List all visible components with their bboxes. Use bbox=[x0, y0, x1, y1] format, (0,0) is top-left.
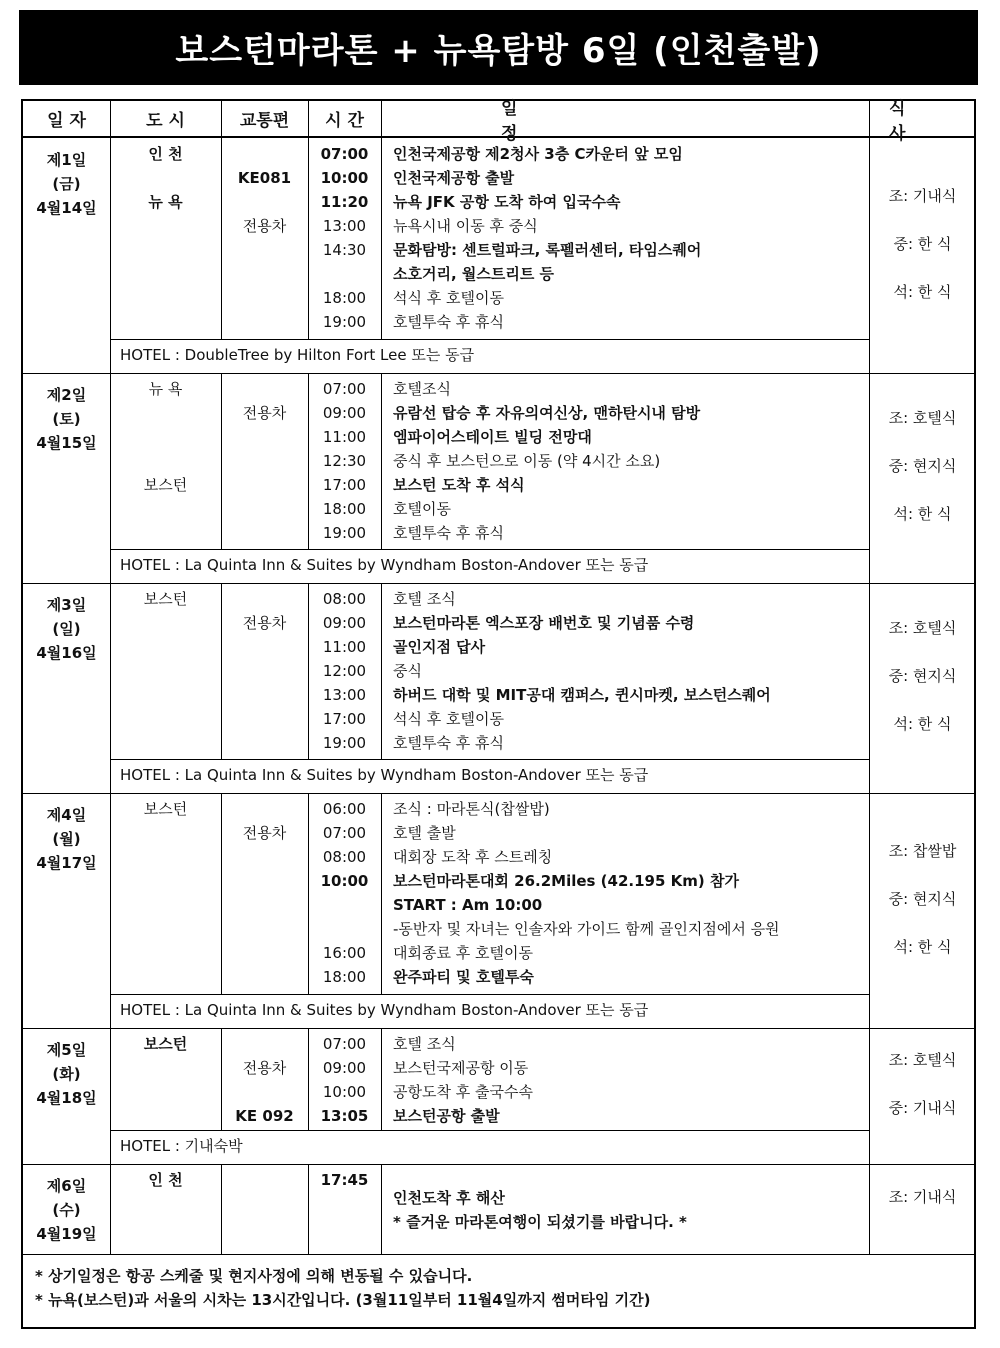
meal-item: 조: 찹쌀밥 bbox=[888, 842, 957, 860]
time-item: 07:00 bbox=[322, 1035, 367, 1053]
schedule-item: 중식 bbox=[393, 662, 422, 680]
city-cell bbox=[110, 142, 221, 214]
schedule-item: 호텔 조식 bbox=[393, 1035, 456, 1053]
day-separator bbox=[23, 1028, 976, 1029]
day-label-line: 4월15일 bbox=[36, 434, 97, 452]
note-line: * 상기일정은 항공 스케줄 및 현지사정에 의해 변동될 수 있습니다. bbox=[35, 1267, 473, 1285]
time-item: 13:05 bbox=[320, 1107, 369, 1125]
city-name: 인 천 bbox=[148, 145, 183, 163]
column-divider bbox=[381, 1028, 382, 1130]
day-label-line: 제3일 bbox=[46, 596, 87, 614]
time-cell bbox=[308, 142, 381, 334]
time-item: 07:00 bbox=[322, 380, 367, 398]
city-name: 보스턴 bbox=[143, 590, 188, 608]
header-divider bbox=[110, 101, 111, 138]
column-divider bbox=[381, 583, 382, 759]
schedule-item: 보스턴마라톤대회 26.2Miles (42.195 Km) 참가 bbox=[393, 872, 739, 890]
meal-item: 중: 현지식 bbox=[888, 457, 957, 475]
note-line: * 뉴욕(보스턴)과 서울의 시차는 13시간입니다. (3월11일부터 11월4일까지 썸머타임 기간) bbox=[35, 1291, 651, 1309]
day-label-line: (월) bbox=[52, 830, 81, 848]
meals-cell bbox=[869, 406, 976, 526]
transport-cell bbox=[221, 587, 308, 635]
schedule-item: 보스턴마라톤 엑스포장 배번호 및 기념품 수령 bbox=[393, 614, 695, 632]
meals-cell bbox=[869, 184, 976, 304]
schedule-cell bbox=[393, 1186, 873, 1234]
meal-item: 석: 한 식 bbox=[893, 505, 952, 523]
schedule-item: 인천도착 후 해산 bbox=[393, 1189, 505, 1207]
day-separator bbox=[23, 793, 976, 794]
meal-item: 조: 호텔식 bbox=[888, 619, 957, 637]
column-divider bbox=[381, 1164, 382, 1254]
schedule-cell bbox=[393, 587, 873, 755]
day-label-line: 제2일 bbox=[46, 386, 87, 404]
header-divider bbox=[869, 101, 870, 138]
time-item bbox=[308, 262, 381, 286]
schedule-item: 호텔투숙 후 휴식 bbox=[393, 524, 504, 542]
meals-cell bbox=[869, 1048, 976, 1120]
time-item: 19:00 bbox=[322, 734, 367, 752]
transport-item: 전용차 bbox=[242, 404, 287, 422]
day-separator bbox=[23, 583, 976, 584]
schedule-item: 뉴욕시내 이동 후 중식 bbox=[393, 217, 538, 235]
meal-item: 석: 한 식 bbox=[893, 283, 952, 301]
meal-item: 석: 한 식 bbox=[893, 715, 952, 733]
transport-item: 전용차 bbox=[242, 614, 287, 632]
schedule-item: 공항도착 후 출국수속 bbox=[393, 1083, 533, 1101]
day-label bbox=[23, 1174, 110, 1246]
transport-cell bbox=[221, 142, 308, 238]
meal-item: 조: 호텔식 bbox=[888, 1051, 957, 1069]
schedule-item: 완주파티 및 호텔투숙 bbox=[393, 968, 534, 986]
column-divider bbox=[381, 138, 382, 339]
day-label-line: (수) bbox=[52, 1201, 81, 1219]
transport-item: 전용차 bbox=[242, 824, 287, 842]
day-label bbox=[23, 148, 110, 220]
hotel-separator bbox=[110, 759, 869, 760]
schedule-item: 석식 후 호텔이동 bbox=[393, 710, 504, 728]
time-item: 19:00 bbox=[322, 313, 367, 331]
header-time: 시 간 bbox=[308, 101, 381, 138]
meal-item: 중: 현지식 bbox=[888, 667, 957, 685]
day-label-line: (토) bbox=[52, 410, 81, 428]
hotel-info: HOTEL : DoubleTree by Hilton Fort Lee 또는 동급 bbox=[120, 346, 475, 364]
schedule-item: 엠파이어스테이트 빌딩 전망대 bbox=[393, 428, 592, 446]
time-cell bbox=[308, 797, 381, 989]
time-item: 12:30 bbox=[322, 452, 367, 470]
page-title: 보스턴마라톤 + 뉴욕탐방 6일 (인천출발) bbox=[19, 10, 978, 85]
time-item: 17:00 bbox=[322, 710, 367, 728]
time-item: 08:00 bbox=[322, 848, 367, 866]
hotel-info: HOTEL : 기내숙박 bbox=[120, 1137, 243, 1155]
transport-cell bbox=[221, 377, 308, 425]
day-label-line: 제6일 bbox=[46, 1177, 87, 1195]
time-item: 10:00 bbox=[320, 169, 369, 187]
transport-item bbox=[221, 1080, 308, 1104]
day-label-line: (화) bbox=[52, 1065, 81, 1083]
notes-separator bbox=[23, 1254, 976, 1255]
header-city: 도 시 bbox=[110, 101, 221, 138]
time-item bbox=[308, 893, 381, 917]
column-divider bbox=[110, 583, 111, 793]
schedule-item: 보스턴국제공항 이동 bbox=[393, 1059, 529, 1077]
hotel-info: HOTEL : La Quinta Inn & Suites by Wyndham Boston-Andover 또는 동급 bbox=[120, 766, 649, 784]
header-divider bbox=[308, 101, 309, 138]
schedule-item: 하버드 대학 및 MIT공대 캠퍼스, 퀸시마켓, 보스턴스퀘어 bbox=[393, 686, 771, 704]
day-label-line: (일) bbox=[52, 620, 81, 638]
time-item: 18:00 bbox=[322, 289, 367, 307]
meal-item: 조: 기내식 bbox=[888, 1188, 957, 1206]
time-item: 06:00 bbox=[322, 800, 367, 818]
meal-item: 조: 기내식 bbox=[888, 187, 957, 205]
hotel-separator bbox=[110, 1130, 869, 1131]
schedule-cell bbox=[393, 377, 873, 545]
day-label-line: 제1일 bbox=[46, 151, 87, 169]
time-item: 18:00 bbox=[322, 500, 367, 518]
schedule-item: START : Am 10:00 bbox=[393, 896, 543, 914]
time-item: 17:45 bbox=[320, 1171, 369, 1189]
meals-cell bbox=[869, 1185, 976, 1209]
header-transport: 교통편 bbox=[221, 101, 308, 138]
schedule-item: 호텔이동 bbox=[393, 500, 451, 518]
schedule-item: 골인지점 답사 bbox=[393, 638, 486, 656]
schedule-item: 호텔투숙 후 휴식 bbox=[393, 313, 504, 331]
schedule-item: 조식 : 마라톤식(찹쌀밥) bbox=[393, 800, 550, 818]
time-item: 14:30 bbox=[322, 241, 367, 259]
header-divider bbox=[221, 101, 222, 138]
city-name bbox=[110, 449, 221, 473]
header-divider bbox=[381, 101, 382, 138]
schedule-item: 보스턴 도착 후 석식 bbox=[393, 476, 525, 494]
time-item: 07:00 bbox=[320, 145, 369, 163]
time-item: 11:20 bbox=[320, 193, 369, 211]
day-separator bbox=[23, 373, 976, 374]
day-label-line: 제5일 bbox=[46, 1041, 87, 1059]
hotel-separator bbox=[110, 994, 869, 995]
day-label bbox=[23, 1038, 110, 1110]
time-item bbox=[308, 917, 381, 941]
time-cell bbox=[308, 377, 381, 545]
transport-cell bbox=[221, 797, 308, 845]
schedule-item: 호텔투숙 후 휴식 bbox=[393, 734, 504, 752]
meal-item: 중: 현지식 bbox=[888, 890, 957, 908]
schedule-item: 호텔 출발 bbox=[393, 824, 456, 842]
day-label-line: 4월14일 bbox=[36, 199, 97, 217]
meals-cell bbox=[869, 616, 976, 736]
time-item: 13:00 bbox=[322, 686, 367, 704]
header-schedule: 일 정 bbox=[381, 101, 869, 138]
city-name: 뉴 욕 bbox=[148, 193, 183, 211]
time-item: 08:00 bbox=[322, 590, 367, 608]
day-label-line: 4월17일 bbox=[36, 854, 97, 872]
hotel-info: HOTEL : La Quinta Inn & Suites by Wyndham Boston-Andover 또는 동급 bbox=[120, 556, 649, 574]
schedule-item: 대회장 도착 후 스트레칭 bbox=[393, 848, 553, 866]
time-item: 10:00 bbox=[322, 1083, 367, 1101]
time-item: 09:00 bbox=[322, 1059, 367, 1077]
city-cell bbox=[110, 1168, 221, 1192]
hotel-separator bbox=[110, 549, 869, 550]
time-item: 09:00 bbox=[322, 404, 367, 422]
hotel-separator bbox=[110, 339, 869, 340]
time-item: 12:00 bbox=[322, 662, 367, 680]
schedule-cell bbox=[393, 1032, 873, 1128]
schedule-item: 호텔 조식 bbox=[393, 590, 456, 608]
column-divider bbox=[381, 793, 382, 994]
hotel-info: HOTEL : La Quinta Inn & Suites by Wyndham Boston-Andover 또는 동급 bbox=[120, 1001, 649, 1019]
time-item: 07:00 bbox=[322, 824, 367, 842]
schedule-item: 유람선 탑승 후 자유의여신상, 맨하탄시내 탐방 bbox=[393, 404, 701, 422]
transport-item bbox=[221, 190, 308, 214]
schedule-item: 뉴욕 JFK 공항 도착 하여 입국수속 bbox=[393, 193, 621, 211]
time-item: 17:00 bbox=[322, 476, 367, 494]
transport-item bbox=[221, 377, 308, 401]
transport-item bbox=[221, 142, 308, 166]
city-name bbox=[110, 401, 221, 425]
day-label bbox=[23, 383, 110, 455]
city-cell bbox=[110, 797, 221, 821]
schedule-cell bbox=[393, 797, 873, 989]
header-meals: 식 사 bbox=[869, 101, 976, 138]
city-cell bbox=[110, 377, 221, 497]
day-label-line: 4월18일 bbox=[36, 1089, 97, 1107]
day-separator bbox=[23, 1164, 976, 1165]
time-item: 10:00 bbox=[320, 872, 369, 890]
city-name: 보스턴 bbox=[143, 800, 188, 818]
day-label-line: 4월19일 bbox=[36, 1225, 97, 1243]
transport-item: 전용차 bbox=[242, 217, 287, 235]
meal-item: 조: 호텔식 bbox=[888, 409, 957, 427]
schedule-cell bbox=[393, 142, 873, 334]
itinerary-table bbox=[21, 99, 976, 1329]
day-label-line: (금) bbox=[52, 175, 81, 193]
time-cell bbox=[308, 1168, 381, 1192]
time-item: 13:00 bbox=[322, 217, 367, 235]
time-item: 09:00 bbox=[322, 614, 367, 632]
schedule-item: 보스턴공항 출발 bbox=[393, 1107, 500, 1125]
transport-item bbox=[221, 1032, 308, 1056]
city-cell bbox=[110, 1032, 221, 1056]
city-name: 인 천 bbox=[148, 1171, 183, 1189]
schedule-item: 인천국제공항 제2청사 3층 C카운터 앞 모임 bbox=[393, 145, 683, 163]
schedule-item: * 즐거운 마라톤여행이 되셨기를 바랍니다. * bbox=[393, 1213, 687, 1231]
schedule-item: 소호거리, 월스트리트 등 bbox=[393, 265, 555, 283]
city-name: 보스턴 bbox=[143, 1035, 188, 1053]
time-item: 16:00 bbox=[322, 944, 367, 962]
meal-item: 중: 기내식 bbox=[888, 1099, 957, 1117]
city-cell bbox=[110, 587, 221, 611]
city-name bbox=[110, 425, 221, 449]
transport-item: 전용차 bbox=[242, 1059, 287, 1077]
transport-item bbox=[221, 587, 308, 611]
schedule-item: 석식 후 호텔이동 bbox=[393, 289, 504, 307]
schedule-item: 호텔조식 bbox=[393, 380, 451, 398]
time-item: 18:00 bbox=[322, 968, 367, 986]
transport-item: KE 092 bbox=[235, 1107, 294, 1125]
schedule-item: 인천국제공항 출발 bbox=[393, 169, 515, 187]
time-cell bbox=[308, 1032, 381, 1128]
city-name: 보스턴 bbox=[143, 476, 188, 494]
city-name bbox=[110, 166, 221, 190]
meals-cell bbox=[869, 839, 976, 959]
column-divider bbox=[221, 1164, 222, 1254]
time-item: 11:00 bbox=[322, 428, 367, 446]
day-label-line: 4월16일 bbox=[36, 644, 97, 662]
schedule-item: 문화탐방: 센트럴파크, 록펠러센터, 타임스퀘어 bbox=[393, 241, 702, 259]
city-name: 뉴 욕 bbox=[148, 380, 183, 398]
transport-item bbox=[221, 797, 308, 821]
meal-item: 석: 한 식 bbox=[893, 938, 952, 956]
schedule-item: 중식 후 보스턴으로 이동 (약 4시간 소요) bbox=[393, 452, 661, 470]
day-label bbox=[23, 593, 110, 665]
header-date: 일 자 bbox=[23, 101, 110, 138]
time-item: 19:00 bbox=[322, 524, 367, 542]
schedule-item: 대회종료 후 호텔이동 bbox=[393, 944, 533, 962]
time-item: 11:00 bbox=[322, 638, 367, 656]
day-label bbox=[23, 803, 110, 875]
column-divider bbox=[381, 373, 382, 549]
notes bbox=[35, 1264, 650, 1312]
transport-cell bbox=[221, 1032, 308, 1128]
schedule-item: -동반자 및 자녀는 인솔자와 가이드 함께 골인지점에서 응원 bbox=[393, 920, 780, 938]
time-cell bbox=[308, 587, 381, 755]
transport-item: KE081 bbox=[237, 169, 292, 187]
meal-item: 중: 한 식 bbox=[893, 235, 952, 253]
day-label-line: 제4일 bbox=[46, 806, 87, 824]
column-divider bbox=[110, 793, 111, 1028]
